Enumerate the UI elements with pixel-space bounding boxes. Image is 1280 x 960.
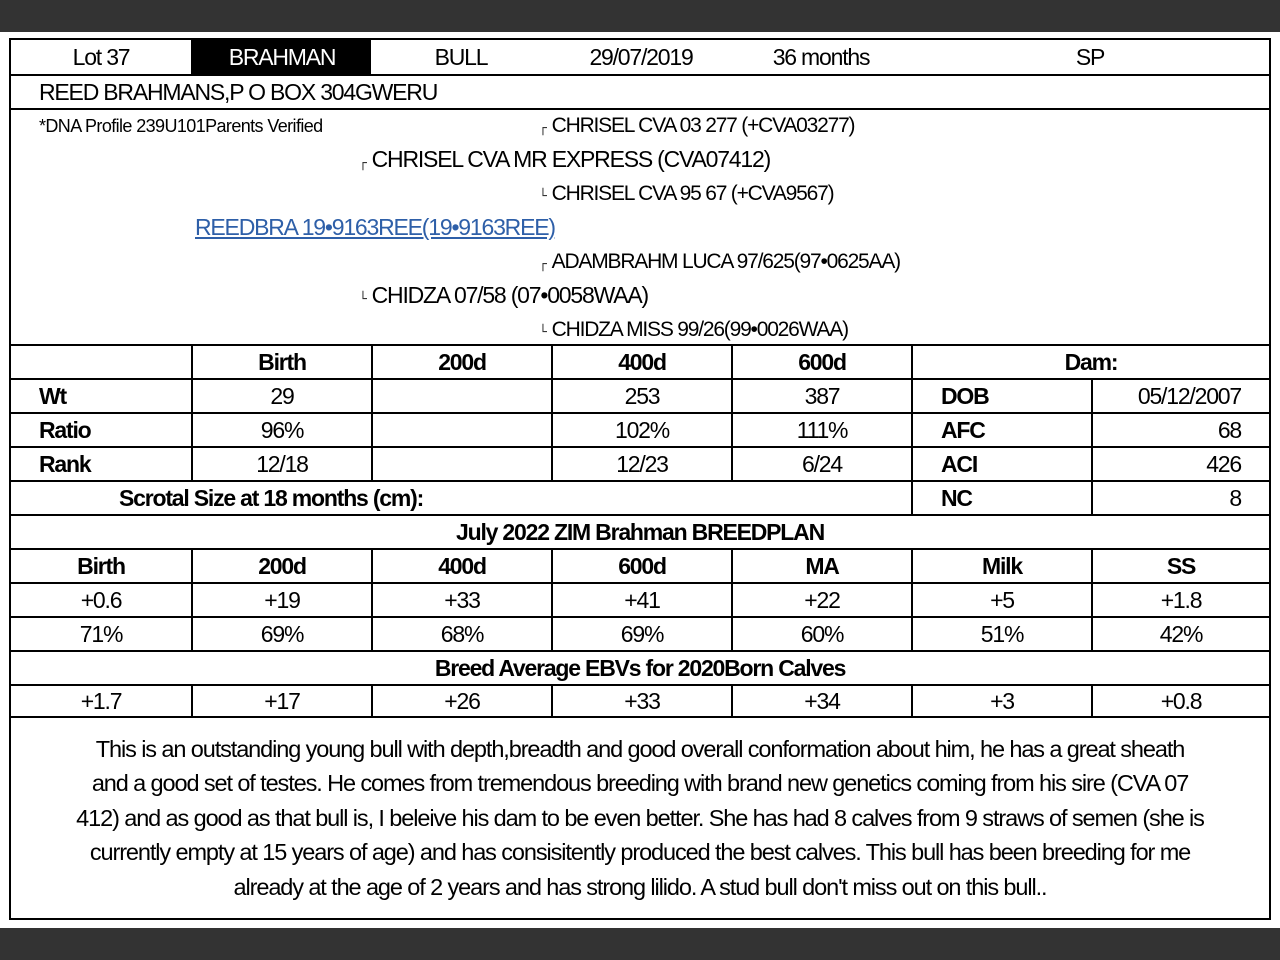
scrotal-size-label: Scrotal Size at 18 months (cm): [119, 484, 424, 511]
dam-dam-name: CHIDZA MISS 99/26(99•0026WAA) [551, 318, 848, 341]
description-line: and a good set of testes. He comes from tremendous breeding with brand new genetics coming from his sire (CVA 07 [91, 770, 1189, 797]
animal-link[interactable] [195, 214, 555, 241]
birth-date: 29/07/2019 [589, 43, 693, 70]
accuracy-value: 60% [731, 618, 911, 650]
ebv-value: +33 [371, 584, 551, 616]
dam-sire-name: ADAMBRAHM LUCA 97/625(97•0625AA) [551, 250, 900, 273]
scrotal-row [11, 480, 1269, 514]
accuracy-value: 69% [191, 618, 371, 650]
row-label: Ratio [39, 416, 91, 443]
bracket-bottom-icon: └ [359, 292, 366, 307]
weight-400d: 253 [551, 380, 731, 412]
weights-header-birth: Birth [191, 346, 371, 378]
ebv-header-600d: 600d [551, 550, 731, 582]
code-label: SP [1075, 43, 1105, 70]
sire-sire-name: CHRISEL CVA 03 277 (+CVA03277) [551, 114, 855, 137]
ebv-row [11, 582, 1269, 616]
dam-key: ACI [911, 448, 1091, 480]
bracket-top-icon: ┌ [359, 156, 366, 171]
owner-row [11, 74, 1269, 108]
dam-value: 68 [1091, 414, 1269, 446]
row-label: Wt [39, 382, 66, 409]
breed-average-title: Breed Average EBVs for 2020Born Calves [434, 654, 846, 681]
breedplan-title: July 2022 ZIM Brahman BREEDPLAN [456, 518, 824, 545]
rank-200d [371, 448, 551, 480]
description-block [11, 716, 1269, 918]
breedplan-header-row [11, 548, 1269, 582]
pedigree-block [11, 108, 1269, 346]
ebv-header-400d: 400d [371, 550, 551, 582]
ratio-200d [371, 414, 551, 446]
dam-name: CHIDZA 07/58 (07•0058WAA) [371, 282, 648, 308]
sire-dam-name: CHRISEL CVA 95 67 (+CVA9567) [551, 182, 834, 205]
bracket-bottom-icon: └ [539, 189, 546, 204]
breedplan-title-row [11, 514, 1269, 548]
weights-header-row [11, 344, 1269, 378]
lot-card [9, 38, 1271, 920]
breed-average-row [11, 684, 1269, 716]
ebv-header-birth: Birth [77, 552, 125, 579]
top-frame-bar [0, 0, 1280, 32]
weights-header-600d: 600d [731, 346, 911, 378]
weights-header-400d: 400d [551, 346, 731, 378]
dam-key: AFC [911, 414, 1091, 446]
breed-average-value: +17 [191, 686, 371, 716]
weights-corner [11, 346, 191, 378]
ebv-value: +19 [191, 584, 371, 616]
breed-average-value: +1.7 [80, 687, 122, 714]
rank-400d: 12/23 [551, 448, 731, 480]
description-line: 412) and as good as that bull is, I beleive his dam to be even better. She has had 8 calves from 9 straws of semen (she is [76, 804, 1204, 831]
dam-value: 05/12/2007 [1091, 380, 1269, 412]
dam-key: DOB [911, 380, 1091, 412]
ebv-value: +0.6 [80, 586, 122, 613]
weight-birth: 29 [191, 380, 371, 412]
ebv-header-ss: SS [1091, 550, 1269, 582]
bracket-top-icon: ┌ [539, 257, 546, 272]
dam-value: 426 [1091, 448, 1269, 480]
pedigree-dam-sire [539, 250, 900, 274]
sex-label: BULL [434, 43, 488, 70]
description-line: currently empty at 15 years of age) and has consisitently produced the best calves. This bull has been breeding for me [89, 839, 1191, 866]
weights-header-200d: 200d [371, 346, 551, 378]
ratio-birth: 96% [191, 414, 371, 446]
pedigree-sire-sire [539, 114, 854, 138]
header-row [11, 40, 1269, 74]
owner-address: REED BRAHMANS,P O BOX 304GWERU [39, 78, 438, 105]
weight-200d [371, 380, 551, 412]
ebv-header-ma: MA [731, 550, 911, 582]
breed-average-title-row [11, 650, 1269, 684]
sire-name: CHRISEL CVA MR EXPRESS (CVA07412) [371, 146, 771, 172]
description-line: already at the age of 2 years and has strong lilido. A stud bull don't miss out on this bull.. [233, 873, 1047, 900]
accuracy-value: 51% [911, 618, 1091, 650]
accuracy-value: 71% [79, 620, 123, 647]
accuracy-value: 68% [371, 618, 551, 650]
ebv-value: +22 [731, 584, 911, 616]
pedigree-dam-dam [539, 318, 848, 342]
pedigree-dam [359, 282, 648, 309]
breed-average-value: +26 [371, 686, 551, 716]
description-line: This is an outstanding young bull with depth,breadth and good overall conformation about him, he has a great sheath [95, 735, 1185, 762]
ebv-value: +1.8 [1091, 584, 1269, 616]
table-row [11, 412, 1269, 446]
accuracy-value: 42% [1091, 618, 1269, 650]
breed-average-value: +33 [551, 686, 731, 716]
ratio-600d: 111% [731, 414, 911, 446]
breed-average-value: +0.8 [1091, 686, 1269, 716]
rank-600d: 6/24 [731, 448, 911, 480]
breed-average-value: +34 [731, 686, 911, 716]
breed-label: BRAHMAN [191, 40, 371, 74]
row-label: Rank [39, 450, 91, 477]
animal-name-link[interactable]: REEDBRA 19•9163REE(19•9163REE) [195, 214, 555, 240]
table-row [11, 446, 1269, 480]
dam-value: 8 [1091, 482, 1269, 514]
dam-key: NC [911, 482, 1091, 514]
accuracy-value: 69% [551, 618, 731, 650]
weight-600d: 387 [731, 380, 911, 412]
age-label: 36 months [772, 43, 870, 70]
rank-birth: 12/18 [191, 448, 371, 480]
description-text [76, 732, 1204, 905]
dna-note: *DNA Profile 239U101Parents Verified [39, 116, 323, 136]
ebv-header-milk: Milk [911, 550, 1091, 582]
accuracy-row [11, 616, 1269, 650]
pedigree-sire-dam [539, 182, 833, 206]
bracket-bottom-icon: └ [539, 325, 546, 340]
pedigree-sire [359, 146, 770, 173]
ebv-value: +41 [551, 584, 731, 616]
bracket-top-icon: ┌ [539, 121, 546, 136]
table-row [11, 378, 1269, 412]
breed-average-value: +3 [911, 686, 1091, 716]
lot-number: Lot 37 [72, 43, 130, 70]
ebv-header-200d: 200d [191, 550, 371, 582]
dam-header: Dam: [911, 346, 1269, 378]
ebv-value: +5 [911, 584, 1091, 616]
bottom-frame-bar [0, 928, 1280, 960]
ratio-400d: 102% [551, 414, 731, 446]
